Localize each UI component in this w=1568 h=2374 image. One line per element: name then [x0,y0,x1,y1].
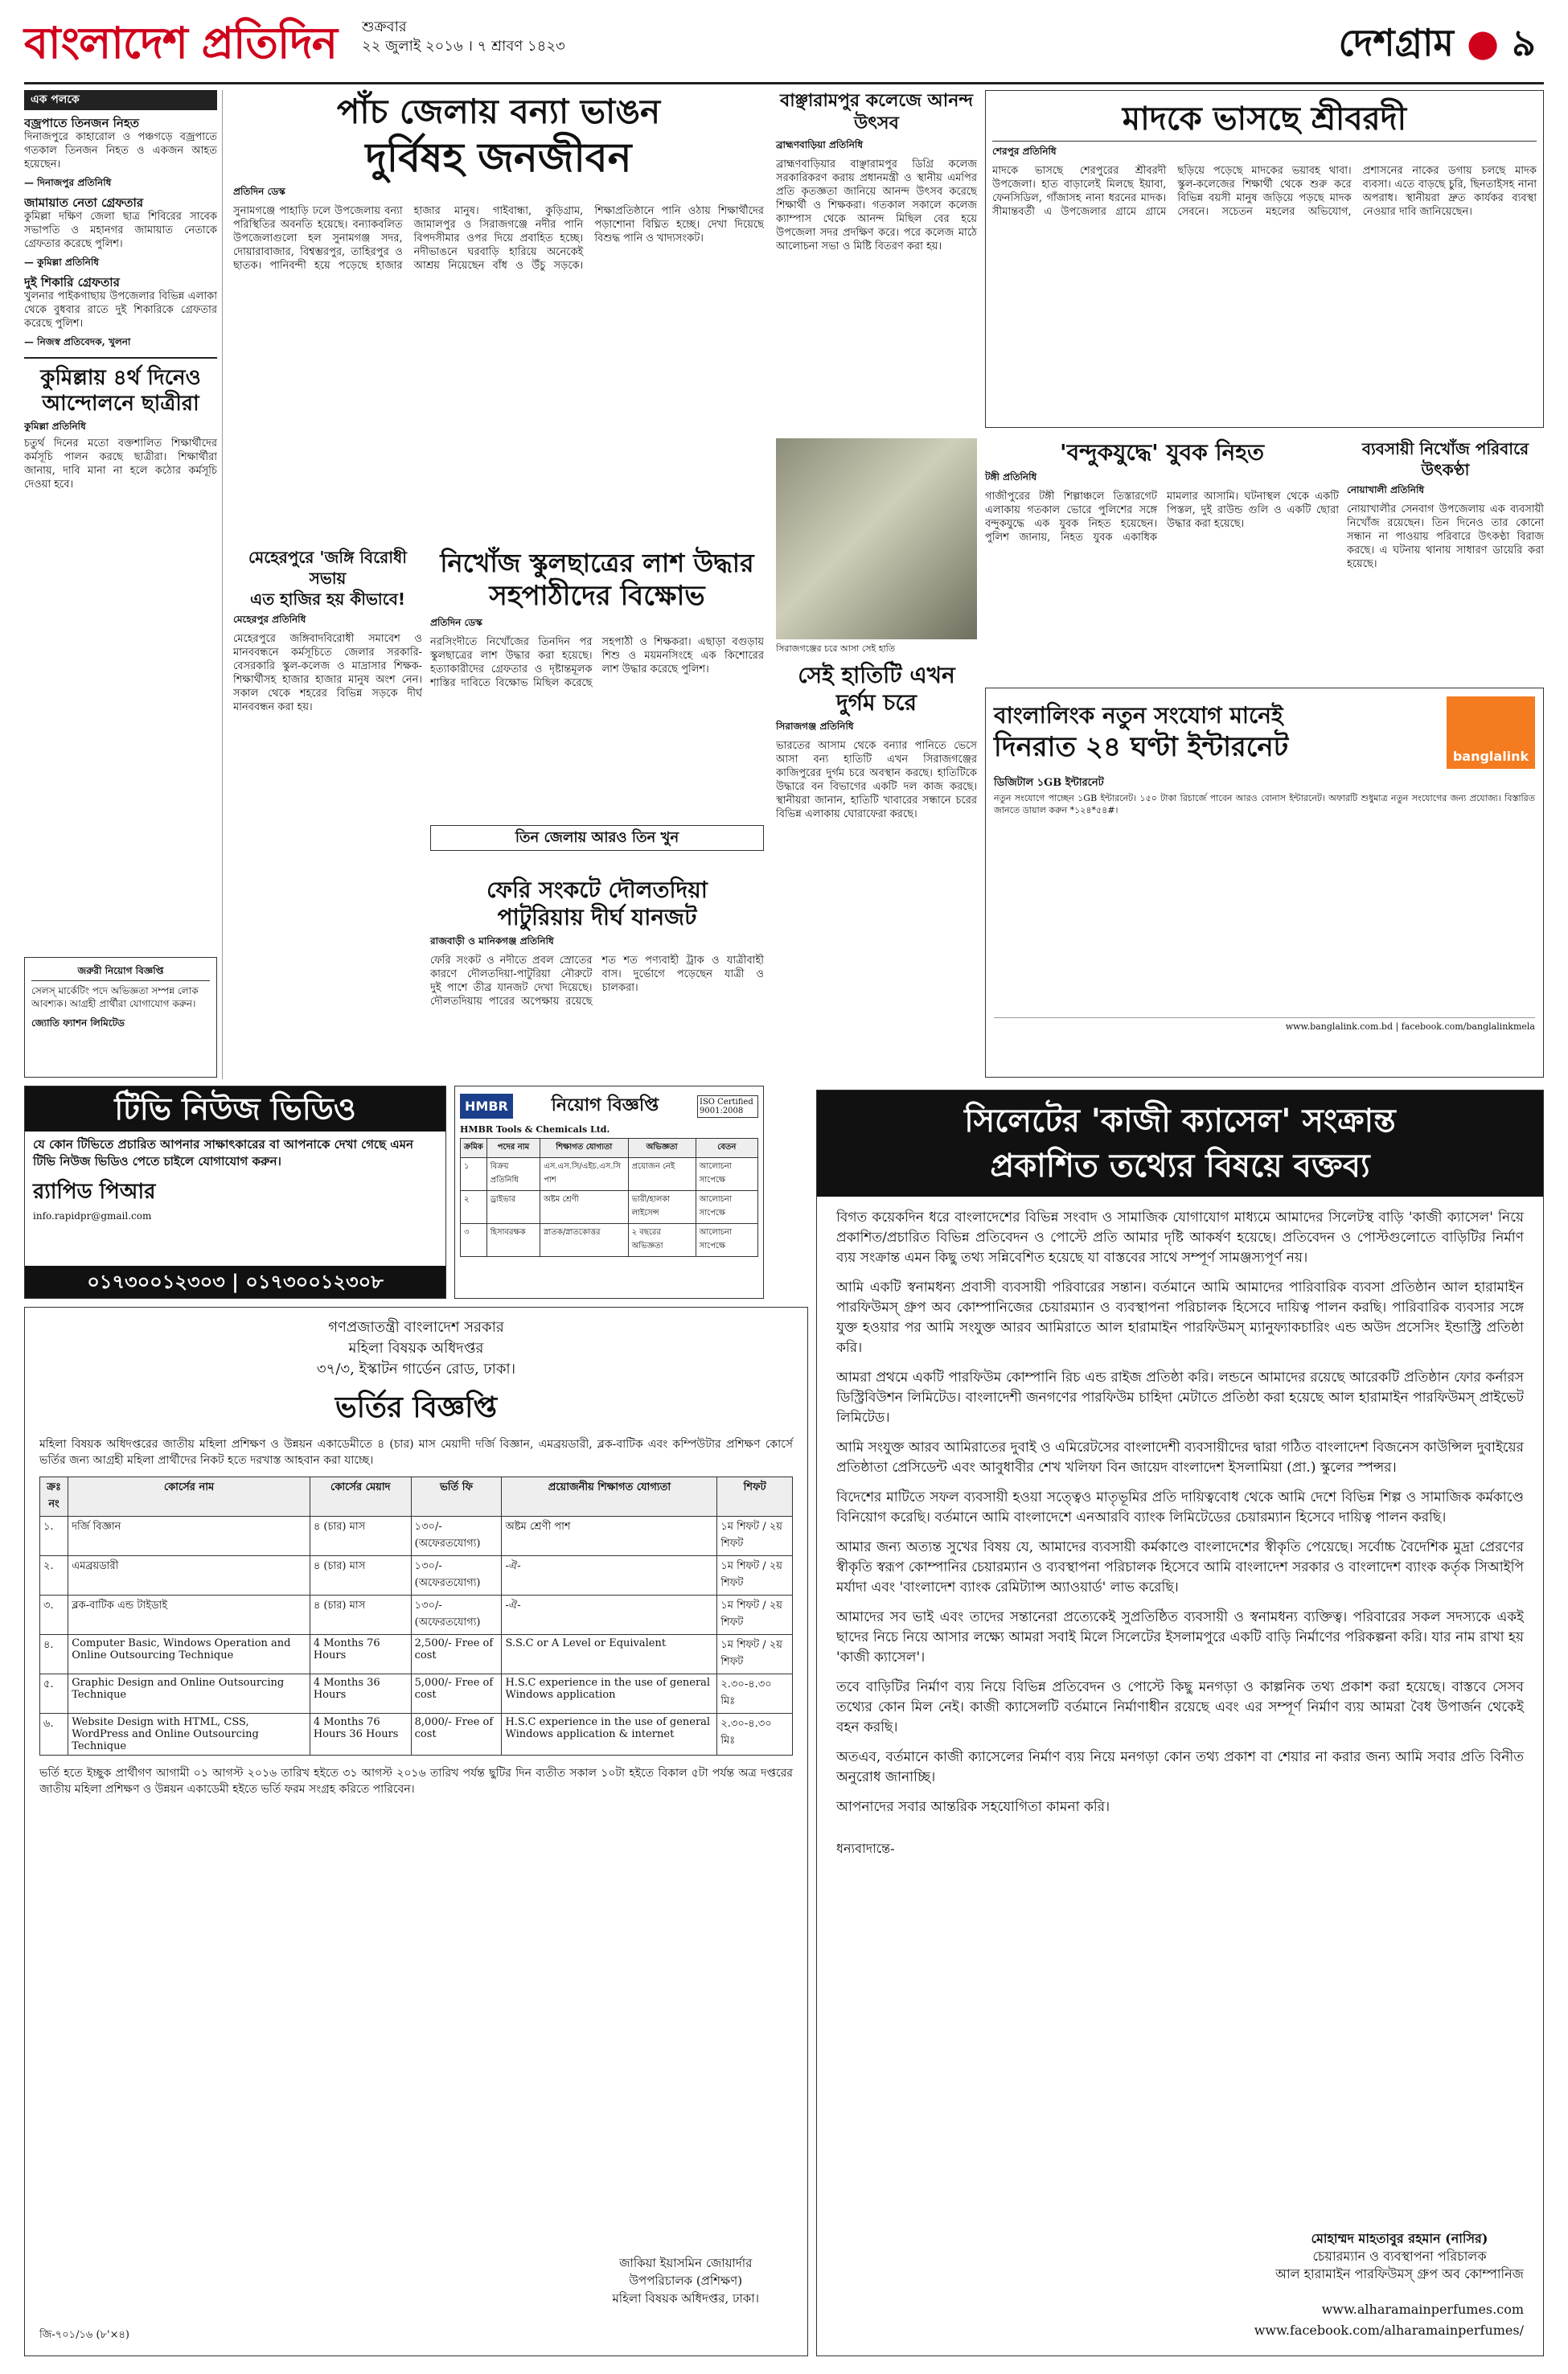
ferry-byline: রাজবাড়ী ও মানিকগঞ্জ প্রতিনিধি [430,935,554,947]
table-cell: ভারী/হালকা লাইসেন্স [628,1191,696,1224]
banglalink-logo: banglalink [1447,696,1535,769]
elephant-headline-2: দুর্গম চরে [835,689,917,716]
elephant-photo [776,438,977,639]
date: ২২ জুলাই ২০১৬ । ৭ শ্রাবণ ১৪২৩ [362,38,565,55]
table-cell: ২ [461,1191,487,1224]
table-header: বেতন [696,1139,757,1158]
page-number: ৯ [1512,21,1536,64]
drug-story [985,90,1544,428]
kazi-paragraph: বিদেশের মাটিতে সফল ব্যবসায়ী হওয়া সত্ত্বেও মাতৃভূমির প্রতি দায়িত্ববোধ থেকে আমি দেশে বিভিন্ন শিল্প ও সামাজিক কর্মকাণ্ডে বিনিয়োগ করেছি। বর্তমানে আমি বাংলাদেশে এনআরবি ব্যাংক লিমিটেডের চেয়ারম্যান হিসেবে দায়িত্ব পালন করছি। [836,1489,1524,1526]
table-cell: ব্লক-বাটিক এন্ড টাইডাই [68,1596,310,1635]
tvnews-company: র‍্যাপিড পিআর [33,1180,156,1204]
flood-body [233,204,764,486]
elephant-headline-1: সেই হাতিটি এখন [798,662,955,688]
college-headline: বাঞ্ছারামপুর কলেজে আনন্দ উৎসব [780,91,973,133]
table-cell: ড্রাইভার [486,1191,540,1224]
drug-byline: শেরপুর প্রতিনিধি [992,146,1057,157]
banglalink-footer: www.banglalink.com.bd | facebook.com/banglalinkmela [994,1017,1535,1032]
table-cell: 4 Months 76 Hours 36 Hours [310,1714,411,1756]
hmbr-table-head [461,1139,758,1158]
student-story [430,547,764,869]
tvnews-contact [25,1175,445,1222]
section-name: দেশগ্রাম [1338,21,1454,64]
table-cell: এস.এস.সি/এইচ.এস.সি পাশ [540,1158,629,1191]
gunfight-headline: 'বন্দুকযুদ্ধে' যুবক নিহত [1060,439,1264,466]
admission-intro: মহিলা বিষয়ক অধিদপ্তরের জাতীয় মহিলা প্রশিক্ষণ ও উন্নয়ন একাডেমীতে ৪ (চার) মাস মেয়াদী দর্জি বিজ্ঞান, এমব্রয়ডারী, ব্লক-বাটিক এবং কম্পিউটার প্রশিক্ষণ কোর্সে ভর্তির জন্য আগ্রহী মহিলা প্রার্থীদের নিকট হতে দরখাস্ত আহবান করা যাচ্ছে। [39,1438,793,1467]
logo-text: বাংলাদেশ প্রতিদিন [24,18,337,68]
elephant-caption: সিরাজগঞ্জের চরে আসা সেই হাতি [776,643,896,654]
kazi-headline-2: প্রকাশিত তথ্যের বিষয়ে বক্তব্য [990,1148,1370,1185]
kazi-signature-block [1275,2230,1524,2283]
tvnews-email: info.rapidpr@gmail.com [33,1210,152,1222]
kazi-designation: চেয়ারম্যান ও ব্যবস্থাপনা পরিচালক [1312,2249,1487,2264]
jobs-small-company: জ্যোতি ফ্যাশন লিমিটেড [31,1017,125,1029]
table-cell: ১৩০/- (অফেরতযোগ্য) [411,1596,502,1635]
table-header: ক্রমিক [461,1139,487,1158]
table-row [40,1517,793,1556]
table-cell: প্রয়োজন নেই [628,1158,696,1191]
table-cell: ১ম শিফট / ২য় শিফট [717,1596,793,1635]
banglalink-offer-title: ডিজিটাল ১GB ইন্টারনেট [994,777,1104,789]
table-cell: 8,000/- Free of cost [411,1714,502,1756]
briefs-column [24,90,217,951]
kazi-statement [816,1090,1544,2356]
table-cell: H.S.C experience in the use of general Windows application & internet [502,1714,717,1756]
table-cell: ৫. [40,1674,68,1714]
brief-title: দুই শিকারি গ্রেফতার [24,275,120,290]
table-row [40,1635,793,1674]
table-row [40,1596,793,1635]
table-cell: আলোচনা সাপেক্ষে [696,1191,757,1224]
table-cell: ১ম শিফট / ২য় শিফট [717,1556,793,1596]
dateline [362,18,565,56]
jongi-headline [233,547,422,610]
jobs-small-title: জরুরী নিয়োগ বিজ্ঞপ্তি [31,964,210,981]
ferry-body [430,954,764,1066]
section-header [1339,14,1536,71]
briefs-list [24,117,217,349]
student-headline-2: সহপাঠীদের বিক্ষোভ [489,580,705,612]
tvnews-title: টিভি নিউজ ভিডিও [25,1086,445,1132]
hmbr-title: নিয়োগ বিজ্ঞপ্তি [551,1095,659,1115]
table-header: কোর্সের মেয়াদ [310,1477,411,1517]
missing-byline: নোয়াখালী প্রতিনিধি [1347,484,1425,495]
kazi-paragraph: বিগত কয়েকদিন ধরে বাংলাদেশের বিভিন্ন সংবাদ ও সামাজিক যোগাযোগ মাধ্যমে আমাদের সিলেটস্থ বাড়ি 'কাজী ক্যাসেল' নিয়ে প্রকাশিত/প্রচারিত বিভিন্ন প্রতিবেদন ও পোস্টে প্রতি আমার দৃষ্টি আকর্ষণ হয়েছে। প্রতিবেদন ও পোস্টগুলোতে বাড়িটির নির্মাণ ব্যয় সংক্রান্ত এমন কিছু তথ্য সন্নিবেশিত হয়েছে যা বাস্তবের সাথে সম্পূর্ণ সামঞ্জস্যপূর্ণ নয়। [836,1210,1524,1266]
kazi-paragraph: আপনাদের সবার আন্তরিক সহযোগিতা কামনা করি। [836,1799,1110,1815]
table-cell: 4 Months 76 Hours [310,1635,411,1674]
admission-table [39,1477,793,1756]
jongi-story [233,547,422,1078]
table-cell: H.S.C experience in the use of general Windows application [502,1674,717,1714]
elephant-body-text: ভারতের আসাম থেকে বন্যার পানিতে ভেসে আসা বন্য হাতিটি এখন সিরাজগঞ্জের কাজিপুরের দুর্গম চরে অবস্থান করছে। হাতিটিকে উদ্ধারে বন বিভাগের একটি দল কাজ করছে। স্থানীয়রা জানান, হাতিটি খাবারের সন্ধানে চরের বিভিন্ন এলাকায় ঘোরাফেরা করছে। [776,740,977,820]
missing-headline: ব্যবসায়ী নিখোঁজ পরিবারে উৎকণ্ঠা [1361,439,1529,479]
flood-story [233,90,764,486]
table-cell: স্নাতক/স্নাতকোত্তর [540,1224,629,1257]
banglalink-line-1: বাংলালিংক নতুন সংযোগ মানেই [994,702,1283,729]
gunfight-story [985,438,1339,680]
kazi-links [1254,2299,1524,2341]
column-divider [222,90,223,1079]
table-cell: আলোচনা সাপেক্ষে [696,1158,757,1191]
table-cell: ২. [40,1556,68,1596]
table-cell: ১৩০/- (অফেরতযোগ্য) [411,1556,502,1596]
table-cell: 4 Months 36 Hours [310,1674,411,1714]
brief-body: খুলনার পাইকগাছায় উপজেলার বিভিন্ন এলাকা থেকে বুধবার রাতে দুই শিকারিকে গ্রেফতার করেছে পুলিশ। [24,290,217,330]
admission-signer-role: উপপরিচালক (প্রশিক্ষণ) [629,2273,743,2288]
table-cell: ৪ (চার) মাস [310,1596,411,1635]
admission-signer: জাকিয়া ইয়াসমিন জোয়ার্দার [619,2256,753,2270]
brief-item [24,276,217,349]
table-cell: Website Design with HTML, CSS, WordPress and Online Outsourcing Technique [68,1714,310,1756]
table-row [461,1191,758,1224]
gunfight-byline: টঙ্গী প্রতিনিধি [985,471,1037,483]
table-row [40,1674,793,1714]
table-cell: আলোচনা সাপেক্ষে [696,1224,757,1257]
brief-item [24,196,217,269]
admission-notice [24,1307,808,2356]
admission-note: ভর্তি হতে ইচ্ছুক প্রার্থীগণ আগামী ০১ আগস্ট ২০১৬ তারিখ হইতে ৩১ আগস্ট ২০১৬ তারিখ পর্যন্ত ছুটির দিন ব্যতীত সকাল ১০টা হইতে বিকাল ৫টা পর্যন্ত অত্র দপ্তরের জাতীয় মহিলা প্রশিক্ষণ ও উন্নয়ন একাডেমী হইতে ভর্তি ফরম সংগ্রহ করিতে পারিবেন। [39,1767,793,1796]
hmbr-ad [454,1086,764,1299]
student-byline: প্রতিদিন ডেস্ক [430,617,482,628]
table-header: ক্রঃ নং [40,1477,68,1517]
kumilla-headline [24,357,217,417]
hmbr-iso: ISO Certified 9001:2008 [697,1095,758,1118]
admission-ref: জি-৭০১/১৬ (৮'×৪) [39,2329,129,2341]
table-cell: ৩ [461,1224,487,1257]
table-cell: 2,500/- Free of cost [411,1635,502,1674]
kazi-paragraphs [817,1197,1543,1838]
table-cell: ৪ (চার) মাস [310,1556,411,1596]
table-cell: ১ [461,1158,487,1191]
flood-headline-1: পাঁচ জেলায় বন্যা ভাঙন [336,92,661,131]
student-subhead: তিন জেলায় আরও তিন খুন [430,825,764,851]
table-cell: অষ্টম শ্রেণী [540,1191,629,1224]
kazi-paragraph: আমার জন্য অত্যন্ত সুখের বিষয় যে, আমাদের ব্যবসায়ী কর্মকাণ্ডে বাংলাদেশের স্বীকৃতি পেয়েছে। সর্বোচ্চ বৈদেশিক মুদ্রা প্রেরণের স্বীকৃতি স্বরূপ কোম্পানির চেয়ারম্যান ও ব্যবস্থাপনা পরিচালক হিসেবে আমি বাংলাদেশ সরকার ও বাংলাদেশ ব্যাংক কর্তৃক সিআইপি মর্যাদা এবং 'বাংলাদেশ ব্যাংক রেমিট্যান্স অ্যাওয়ার্ড' লাভ করেছি। [836,1539,1524,1596]
admission-table-body [40,1517,793,1756]
table-cell: এমব্রয়ডারী [68,1556,310,1596]
hmbr-header [460,1091,758,1121]
drug-headline: মাদকে ভাসছে শ্রীবরদী [992,97,1537,142]
table-cell: ৪ (চার) মাস [310,1517,411,1556]
table-cell: ১ম শিফট / ২য় শিফট [717,1517,793,1556]
kazi-paragraph: আমি একটি স্বনামধন্য প্রবাসী ব্যবসায়ী পরিবারের সন্তান। বর্তমানে আমি আমাদের পারিবারিক ব্যবসা প্রতিষ্ঠান আল হারামাইন পারফিউমস্ গ্রুপ অব কোম্পানিজের চেয়ারম্যান ও ব্যবস্থাপনা পরিচালক হিসেবে দায়িত্ব পালন করছি। পারিবারিক ব্যবসার সঙ্গে যুক্ত হওয়ার পর আমি সংযুক্ত আরব আমিরাতে আল হারামাইন পারফিউমস্ ম্যানুফ্যাকচারিং এন্ড অউদ প্রসেসিং ইন্ডাস্ট্রি প্রতিষ্ঠা করি। [836,1279,1524,1356]
kumilla-headline-1: কুমিল্লায় ৪র্থ দিনেও [40,366,201,390]
hmbr-table [460,1138,758,1257]
ferry-body-text: ফেরি সংকট ও নদীতে প্রবল স্রোতের কারণে দৌলতদিয়া-পাটুরিয়া নৌরুটে দুই পাশে তীব্র যানজট দেখা দিয়েছে। দৌলতদিয়ায় পারের অপেক্ষায় রয়েছে শত শত পণ্যবাহী ট্রাক ও যাত্রীবাহী বাস। দুর্ভোগে পড়েছেন যাত্রী ও চালকরা। [430,955,764,1008]
jobs-small-ad [24,957,217,1078]
masthead-logo [24,11,362,76]
kazi-headline [817,1090,1543,1197]
table-header: কোর্সের নাম [68,1477,310,1517]
table-header: প্রয়োজনীয় শিক্ষাগত যোগ্যতা [502,1477,717,1517]
table-header: শিফট [717,1477,793,1517]
jongi-body-text: মেহেরপুরে জঙ্গিবাদবিরোধী সমাবেশ ও মানববন্ধনে কর্মসূচিতে জেলার সরকারি-বেসরকারি স্কুল-কলেজ ও মাদ্রাসার শিক্ষক-শিক্ষার্থীসহ হাজার হাজার মানুষ অংশ নেন। সকাল থেকে শহরের বিভিন্ন সড়কে দীর্ঘ মানববন্ধন করা হয়। [233,633,422,713]
elephant-byline: সিরাজগঞ্জ প্রতিনিধি [776,721,854,732]
kazi-headline-1: সিলেটের 'কাজী ক্যাসেল' সংক্রান্ত [964,1103,1396,1140]
table-cell: অষ্টম শ্রেণী পাশ [502,1517,717,1556]
kazi-paragraph: আমাদের সব ভাই এবং তাদের সন্তানেরা প্রত্যেকেই সুপ্রতিষ্ঠিত ব্যবসায়ী ও স্বনামধন্য ব্যক্তিত্ব। পরিবারের সকল সদস্যকে একই ছাদের নিচে নিয়ে আসার লক্ষ্যে আমরা সবাই মিলে সিলেটের ইসলামপুরে একটি বাড়ি নির্মাণের পরিকল্পনা করি। যার নাম রাখা হয় 'কাজী ক্যাসেল'। [836,1609,1524,1665]
table-header: ভর্তি ফি [411,1477,502,1517]
hmbr-table-body [461,1158,758,1257]
tvnews-body: যে কোন টিভিতে প্রচারিত আপনার সাক্ষাৎকারের বা আপনাকে দেখা গেছে এমন টিভি নিউজ ভিডিও পেতে চাইলে যোগাযোগ করুন। [33,1137,413,1169]
kazi-fb: www.facebook.com/alharamainperfumes/ [1254,2323,1524,2338]
banglalink-line-2: দিনরাত ২৪ ঘণ্টা ইন্টারনেট [994,731,1289,763]
table-cell: S.S.C or A Level or Equivalent [502,1635,717,1674]
tvnews-ad [24,1086,446,1299]
kazi-paragraph: অতএব, বর্তমানে কাজী ক্যাসেলের নির্মাণ ব্যয় নিয়ে মনগড়া কোন তথ্য প্রকাশ বা শেয়ার না করার জন্য আমি সবার প্রতি বিনীত অনুরোধ জানাচ্ছি। [836,1749,1524,1785]
kazi-paragraph: আমি সংযুক্ত আরব আমিরাতের দুবাই ও এমিরেটসের বাংলাদেশী ব্যবসায়ীদের দ্বারা গঠিত বাংলাদেশ বিজনেস কাউন্সিল দুবাইয়ের প্রতিষ্ঠাতা প্রেসিডেন্ট এবং আবুধাবীর শেখ খলিফা বিন জায়েদ বাংলাদেশ ইসলামিয়া (প্রা.) স্কুলের স্পন্সর। [836,1440,1524,1476]
elephant-story [776,438,977,1078]
table-row [461,1224,758,1257]
ferry-headline-1: ফেরি সংকটে দৌলতদিয়া [486,877,708,903]
banglalink-body-text: নতুন সংযোগে পাচ্ছেন ১GB ইন্টারনেট। ১৫০ টাকা রিচার্জে পাবেন আরও বোনাস ইন্টারনেট। অফারটি শুধুমাত্র নতুন সংযোগের জন্য প্রযোজ্য। বিস্তারিত জানতে ডায়াল করুন *১২৪*৫৪#। [994,793,1535,815]
table-cell: ২.৩০-৪.৩০ মিঃ [717,1714,793,1756]
table-cell: ৩. [40,1596,68,1635]
flood-byline: প্রতিদিন ডেস্ক [233,186,285,197]
tvnews-phone: ০১৭৩০০১২৩০৩ | ০১৭৩০০১২৩০৮ [25,1266,445,1298]
missing-body [1347,503,1544,672]
kazi-paragraph: তবে বাড়িটির নির্মাণ ব্যয় নিয়ে বিভিন্ন প্রতিবেদন ও পোস্টে কিছু মনগড়া ও কাল্পনিক তথ্য প্রকাশ করা হয়েছে। বাস্তবে সেসব তথ্যের কোন মিল নেই। কাজী ক্যাসেলটি বর্তমানে নির্মাণাধীন রয়েছে এবং এর সম্পূর্ণ নির্মাণ ব্যয় আমরা বৈধ উপার্জন থেকেই বহন করছি। [836,1679,1524,1735]
kumilla-headline-2: আন্দোলনে ছাত্রীরা [42,392,199,416]
student-body [430,635,764,820]
banglalink-lines [994,701,1288,764]
admission-title: ভর্তির বিজ্ঞপ্তি [335,1391,498,1424]
kazi-signatory: মোহাম্মদ মাহতাবুর রহমান (নাসির) [1311,2231,1488,2246]
table-cell: দর্জি বিজ্ঞান [68,1517,310,1556]
table-cell: বিক্রয় প্রতিনিধি [486,1158,540,1191]
kazi-web: www.alharamainperfumes.com [1321,2302,1524,2317]
table-cell: ১ম শিফট / ২য় শিফট [717,1635,793,1674]
table-cell: 5,000/- Free of cost [411,1674,502,1714]
kumilla-body: চতুর্থ দিনের মতো বক্তশালিত শিক্ষার্থীদের কর্মসূচি পালন করছে ছাত্রীরা। শিক্ষার্থীরা জানায়, দাবি মানা না হলে কঠোর কর্মসূচি দেওয়া হবে। [24,437,217,491]
table-row [461,1158,758,1191]
kazi-paragraph: আমরা প্রথমে একটি পারফিউম কোম্পানি রিচ এন্ড রাইজ প্রতিষ্ঠা করি। লন্ডনে আমাদের রয়েছে আরেকটি প্রতিষ্ঠান ফোর কর্নারস ডিস্ট্রিবিউশন লিমিটেড। বাংলাদেশী জনগণের পারফিউম চাহিদা মেটাতে প্রতিষ্ঠা করা হয়েছে আল হারামাইন পারফিউমস্ প্রাইভেট লিমিটেড। [836,1370,1524,1426]
brief-byline: — কুমিল্লা প্রতিনিধি [24,257,100,268]
flood-headline-2: দুর্বিষহ জনজীবন [365,134,632,181]
drug-body-text: মাদকে ভাসছে শেরপুরের শ্রীবরদী উপজেলা। হাত বাড়ালেই মিলছে ইয়াবা, ফেনসিডিল, গাঁজাসহ নানা ধরনের মাদক। সীমান্তবর্তী এ উপজেলার গ্রামে গ্রামে ছড়িয়ে পড়েছে মাদকের ভয়াবহ থাবা। স্কুল-কলেজের শিক্ষার্থী থেকে শুরু করে বিভিন্ন বয়সী মানুষ জড়িয়ে পড়ছে মাদক সেবনে। সচেতন মহলের অভিযোগ, প্রশাসনের নাকের ডগায় চলছে মাদক ব্যবসা। এতে বাড়ছে চুরি, ছিনতাইসহ নানা অপরাধ। স্থানীয়রা দ্রুত কার্যকর ব্যবস্থা নেওয়ার দাবি জানিয়েছেন। [992,165,1537,218]
brief-byline: — নিজস্ব প্রতিবেদক, খুলনা [24,336,131,347]
admission-signer-block [612,2254,759,2307]
tvnews-company-block [33,1175,155,1222]
ferry-story [430,877,764,1078]
missing-body-text: নোয়াখালীর সেনবাগ উপজেলায় এক ব্যবসায়ী নিখোঁজ রয়েছেন। তিন দিনেও তার কোনো সন্ধান না পাওয়ায় পরিবারে উৎকণ্ঠা বিরাজ করছে। এ ঘটনায় থানায় সাধারণ ডায়েরি করা হয়েছে। [1347,503,1544,570]
brief-title: জামায়াত নেতা গ্রেফতার [24,195,144,210]
table-cell: ১৩০/- (অফেরতযোগ্য) [411,1517,502,1556]
jobs-small-body: সেলস্ মার্কেটিং পদে অভিজ্ঞতা সম্পন্ন লোক আবশ্যক। আগ্রহী প্রার্থীরা যোগাযোগ করুন। [31,985,199,1009]
table-cell: Computer Basic, Windows Operation and Online Outsourcing Technique [68,1635,310,1674]
student-body-text: নরসিংদীতে নিখোঁজের তিনদিন পর স্কুলছাত্রের লাশ উদ্ধার করা হয়েছে। হত্যাকারীদের গ্রেফতার ও দৃষ্টান্তমূলক শাস্তির দাবিতে বিক্ষোভ মিছিল করেছে সহপাঠী ও শিক্ষকরা। এছাড়া বগুড়ায় শিশু ও ময়মনসিংহে এক কিশোরের লাশ উদ্ধার করেছে পুলিশ। [430,636,764,689]
banglalink-header [994,696,1535,769]
admission-gov: গণপ্রজাতন্ত্রী বাংলাদেশ সরকার [328,1319,504,1336]
table-cell: ৪. [40,1635,68,1674]
admission-header [39,1317,793,1380]
gunfight-body [985,490,1339,667]
gunfight-body-text: গাজীপুরের টঙ্গী শিল্পাঞ্চলে তিস্তারগেট এলাকায় গতকাল ভোরে পুলিশের সঙ্গে বন্দুকযুদ্ধে এক যুবক নিহত হয়েছেন। পুলিশ জানায়, নিহত যুবক একাধিক মামলার আসামি। ঘটনাস্থল থেকে একটি পিস্তল, দুই রাউন্ড গুলি ও একটি ছোরা উদ্ধার করা হয়েছে। [985,491,1339,544]
table-cell: -ঐ- [502,1556,717,1596]
table-cell: ২ বছরের অভিজ্ঞতা [628,1224,696,1257]
table-header: শিক্ষাগত যোগ্যতা [540,1139,629,1158]
table-row [40,1556,793,1596]
hmbr-logo: HMBR [460,1094,513,1119]
ferry-headline-2: পাটুরিয়ায় দীর্ঘ যানজট [497,904,697,930]
table-cell: ৬. [40,1714,68,1756]
kazi-thanks: ধন্যবাদান্তে- [836,1841,895,1856]
table-cell: -ঐ- [502,1596,717,1635]
jongi-headline-1: মেহেরপুরে 'জঙ্গি বিরোধী সভায় [248,548,407,588]
briefs-tag: এক পলকে [24,90,217,110]
table-cell: ১. [40,1517,68,1556]
college-body [776,158,977,431]
brief-body: কুমিল্লা দক্ষিণ জেলা ছাত্র শিবিরের সাবেক সভাপতি ও মহানগর জামায়াত নেতাকে গ্রেফতার করেছে পুলিশ। [24,211,217,250]
college-byline: ব্রাহ্মণবাড়িয়া প্রতিনিধি [776,139,864,150]
admission-table-head [40,1477,793,1517]
table-header: পদের নাম [486,1139,540,1158]
banglalink-body [994,792,1535,1017]
kazi-org: আল হারামাইন পারফিউমস্ গ্রুপ অব কোম্পানিজ [1275,2266,1524,2282]
masthead-rule [24,82,1544,84]
jongi-body [233,632,422,1082]
table-row [40,1714,793,1756]
admission-address: ৩৭/৩, ইস্কাটন গার্ডেন রোড, ঢাকা। [316,1361,516,1378]
jongi-headline-2: এত হাজির হয় কীভাবে! [249,589,406,609]
college-story [776,90,977,428]
kumilla-byline: কুমিল্লা প্রতিনিধি [24,421,86,432]
hmbr-company: HMBR Tools & Chemicals Ltd. [460,1124,610,1135]
table-cell: হিসাবরক্ষক [486,1224,540,1257]
drug-body [992,164,1537,421]
banglalink-ad [985,688,1544,1078]
jongi-byline: মেহেরপুর প্রতিনিধি [233,614,306,625]
missing-story [1347,438,1544,680]
elephant-body [776,739,977,1061]
brief-body: দিনাজপুরে কাহারোল ও পঞ্চগড়ে বজ্রপাতে গতকাল তিনজন নিহত ও একজন আহত হয়েছেন। [24,131,217,170]
student-headline-1: নিখোঁজ স্কুলছাত্রের লাশ উদ্ধার [440,548,754,578]
day: শুক্রবার [362,18,407,35]
table-cell: ২.৩০-৪.৩০ মিঃ [717,1674,793,1714]
table-cell: Graphic Design and Online Outsourcing Technique [68,1674,310,1714]
brief-item [24,117,217,190]
brief-byline: — দিনাজপুর প্রতিনিধি [24,177,112,188]
table-header: অভিজ্ঞতা [628,1139,696,1158]
brief-title: বজ্রপাতে তিনজন নিহত [24,116,140,130]
admission-signer-org: মহিলা বিষয়ক অধিদপ্তর, ঢাকা। [612,2291,759,2306]
dot-icon: ● [1466,21,1500,64]
flood-body-text: সুনামগঞ্জে পাহাড়ি ঢলে উপজেলায় বন্যা পরিস্থিতির অবনতি হয়েছে। বন্যাকবলিত উপজেলাগুলো হল সুনামগঞ্জ সদর, দোয়ারাবাজার, বিশ্বম্ভরপুর, তাহিরপুর ও ছাতক। পানিবন্দী হয়ে পড়েছে হাজার হাজার মানুষ। গাইবান্ধা, কুড়িগ্রাম, জামালপুর ও সিরাজগঞ্জে নদীর পানি বিপদসীমার ওপর দিয়ে প্রবাহিত হচ্ছে। নদীভাঙনে ঘরবাড়ি হারিয়ে অনেকেই আশ্রয় নিয়েছেন বাঁধ ও উঁচু সড়কে। শিক্ষাপ্রতিষ্ঠানে পানি ওঠায় শিক্ষার্থীদের পড়াশোনা বিঘ্নিত হচ্ছে। দেখা দিয়েছে বিশুদ্ধ পানি ও খাদ্যসংকট। [233,205,764,272]
college-body-text: ব্রাহ্মণবাড়িয়ার বাঞ্ছারামপুর ডিগ্রি কলেজ সরকারিকরণ করায় প্রধানমন্ত্রী ও স্থানীয় এমপির প্রতি কৃতজ্ঞতা জানিয়ে আনন্দ উৎসব করেছে শিক্ষার্থী ও শিক্ষকরা। গতকাল সকালে কলেজ ক্যাম্পাস থেকে আনন্দ মিছিল বের হয়ে উপজেলা সদর প্রদক্ষিণ করে। পরে কলেজ মাঠে আলোচনা সভা ও মিষ্টি বিতরণ করা হয়। [776,158,977,253]
admission-dept: মহিলা বিষয়ক অধিদপ্তর [348,1340,484,1357]
